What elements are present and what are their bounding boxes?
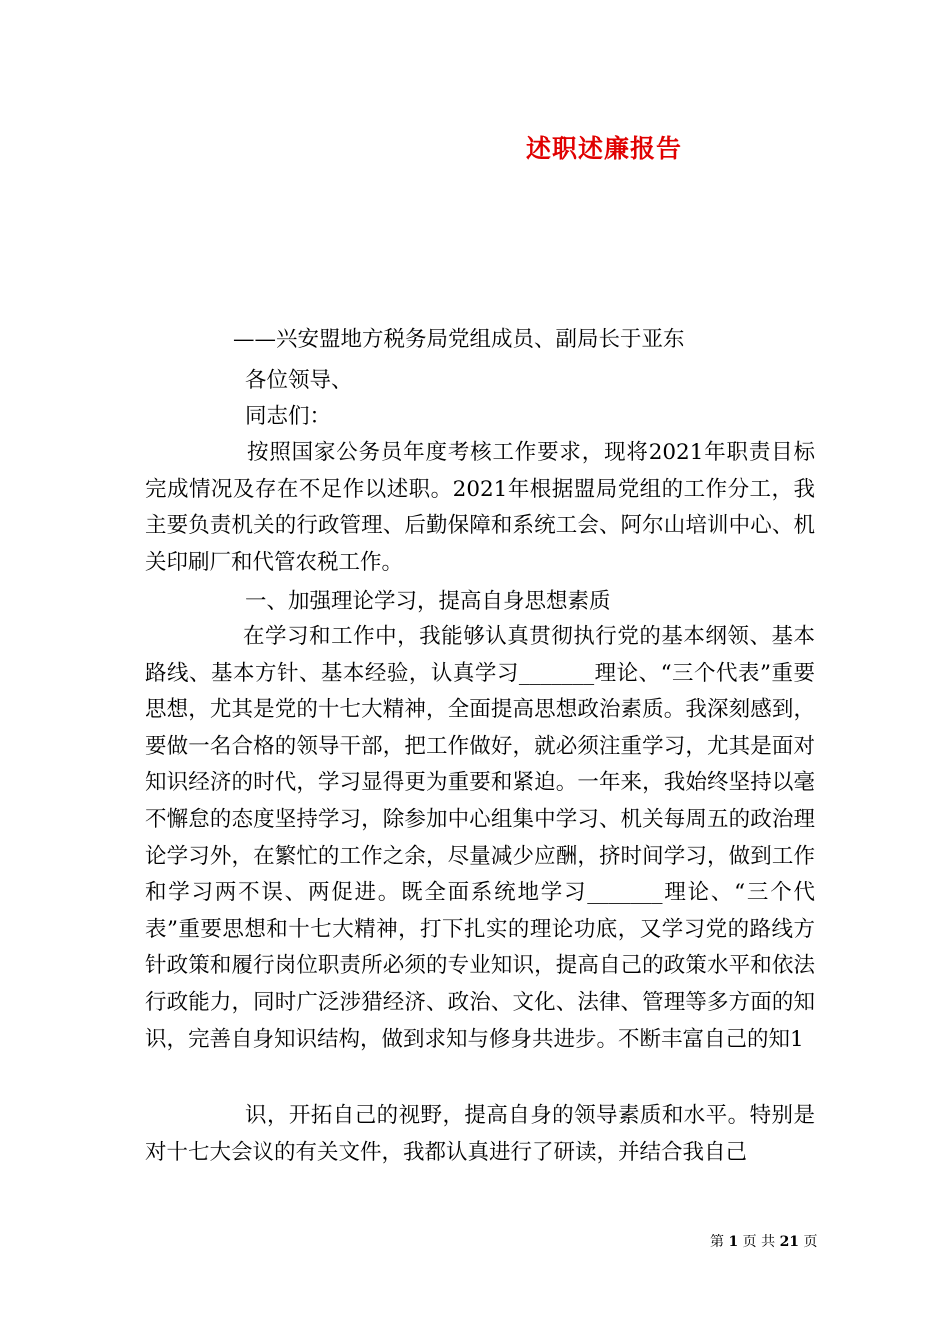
greeting-leaders: 各位领导、 (245, 368, 353, 393)
paragraph-continuation: 识，开拓自己的视野，提高自身的领导素质和水平。特别是对十七大会议的有关文件，我都认真进行了研读，并结合我自己 (145, 1103, 815, 1165)
document-title: 述职述廉报告 (526, 134, 683, 163)
page-footer (710, 1232, 818, 1252)
document-subtitle: ——兴安盟地方税务局党组成员、副局长于亚东 (233, 327, 685, 352)
footer-suffix: 页 (803, 1234, 818, 1250)
footer-middle: 页 共 (742, 1234, 776, 1250)
paragraph-theory-study: 在学习和工作中，我能够认真贯彻执行党的基本纲领、基本路线、基本方针、基本经验，认真学习_______理论、“三个代表”重要思想，尤其是党的十七大精神，全面提高思想政治素质。我深刻感到，要做一名合格的领导干部，把工作做好，就必须注重学习，尤其是面对知识经济的时代，学习显得更为重要和紧迫。一年来，我始终坚持以毫不懈怠的态度坚持学习，除参加中心组集中学习、机关每周五的政治理论学习外，在繁忙的工作之余，尽量减少应酬，挤时间学习，做到工作和学习两不误、两促进。既全面系统地学习_______理论、“三个代表”重要思想和十七大精神，打下扎实的理论功底，又学习党的路线方针政策和履行岗位职责所必须的专业知识，提高自己的政策水平和依法行政能力，同时广泛涉猎经济、政治、文化、法律、管理等多方面的知识，完善自身知识结构，做到求知与修身共进步。不断丰富自己的知1 (145, 624, 815, 1052)
paragraph-intro: 按照国家公务员年度考核工作要求，现将2021年职责目标完成情况及存在不足作以述职。2021年根据盟局党组的工作分工，我主要负责机关的行政管理、后勤保障和系统工会、阿尔山培训中心、机关印刷厂和代管农税工作。 (145, 440, 815, 575)
footer-prefix: 第 (710, 1234, 724, 1250)
section-heading-1: 一、加强理论学习，提高自身思想素质 (245, 589, 611, 614)
greeting-comrades: 同志们： (245, 404, 332, 429)
footer-page-number: 1 (728, 1234, 739, 1250)
footer-total-pages: 21 (779, 1234, 800, 1250)
